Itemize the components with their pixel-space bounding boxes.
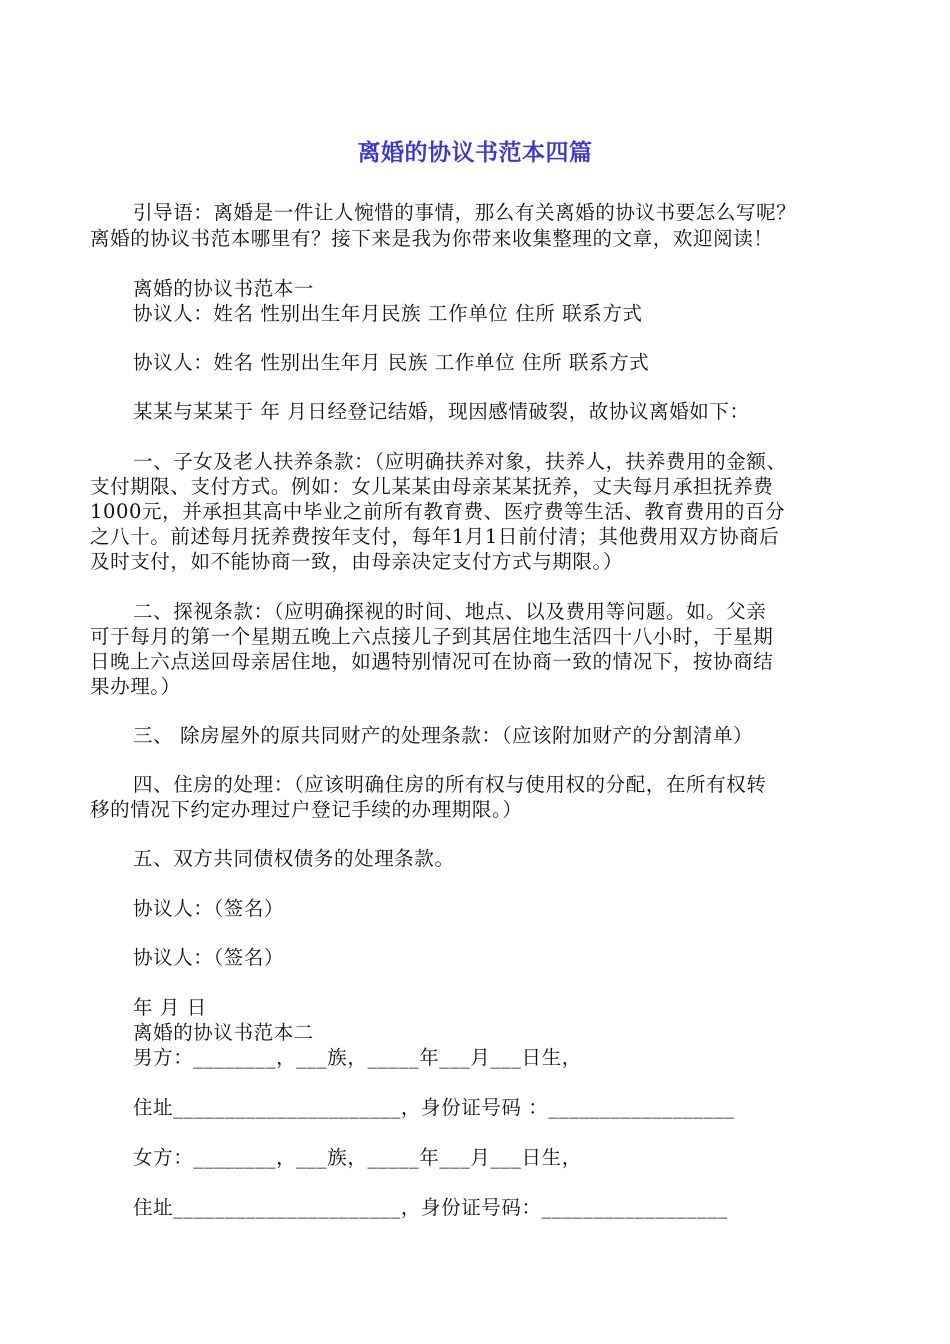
clause-3-line-1: 三、 除房屋外的原共同财产的处理条款：（应该附加财产的分割清单） xyxy=(133,724,754,747)
clause-1-line-3: 1000元，并承担其高中毕业之前所有教育费、医疗费等生活、教育费用的百分 xyxy=(90,500,786,523)
section-heading-1: 离婚的协议书范本一 xyxy=(133,277,314,300)
marriage-statement: 某某与某某于 年 月日经登记结婚，现因感情破裂，故协议离婚如下： xyxy=(133,400,750,423)
clause-1-line-4: 之八十。前述每月抚养费按年支付，每年1月1日前付清；其他费用双方协商后 xyxy=(90,525,780,548)
document-title: 离婚的协议书范本四篇 xyxy=(357,140,593,166)
male-party-line: 男方：________，___族，_____年___月___日生， xyxy=(133,1046,582,1069)
clause-1-line-2: 支付期限、支付方式。例如：女儿某某由母亲某某抚养，丈夫每月承担抚养费 xyxy=(90,475,774,498)
signature-line-2: 协议人：（签名） xyxy=(133,946,285,969)
intro-line-2: 离婚的协议书范本哪里有？接下来是我为你带来收集整理的文章，欢迎阅读！ xyxy=(90,227,774,250)
clause-4-line-2: 移的情况下约定办理过户登记手续的办理期限。） xyxy=(90,798,523,821)
clause-2-line-4: 果办理。） xyxy=(90,675,181,698)
clause-1-line-1: 一、子女及老人扶养条款：（应明确扶养对象，扶养人，扶养费用的金额、 xyxy=(133,450,787,473)
intro-line-1: 引导语：离婚是一件让人惋惜的事情，那么有关离婚的协议书要怎么写呢？ xyxy=(133,201,797,224)
clause-5-line-1: 五、双方共同债权债务的处理条款。 xyxy=(133,847,455,870)
clause-2-line-1: 二、探视条款：（应明确探视的时间、地点、以及费用等问题。如。父亲 xyxy=(133,600,767,623)
clause-1-line-5: 及时支付，如不能协商一致，由母亲决定支付方式与期限。） xyxy=(90,550,623,573)
date-line: 年 月 日 xyxy=(133,996,207,1019)
female-address-line: 住址______________________，身份证号码：__________________ xyxy=(133,1196,728,1219)
section-heading-2: 离婚的协议书范本二 xyxy=(133,1021,314,1044)
clause-2-line-3: 日晚上六点送回母亲居住地，如遇特别情况可在协商一致的情况下，按协商结 xyxy=(90,650,774,673)
clause-2-line-2: 可于每月的第一个星期五晚上六点接儿子到其居住地生活四十八小时，于星期 xyxy=(90,625,774,648)
signature-line-1: 协议人：（签名） xyxy=(133,897,285,920)
female-party-line: 女方：________，___族，_____年___月___日生， xyxy=(133,1146,582,1169)
party-line-2: 协议人：姓名 性别出生年月 民族 工作单位 住所 联系方式 xyxy=(133,351,650,374)
party-line-1: 协议人：姓名 性别出生年月民族 工作单位 住所 联系方式 xyxy=(133,302,643,325)
male-address-line: 住址______________________，身份证号码 ：__________________ xyxy=(133,1096,735,1119)
clause-4-line-1: 四、住房的处理：（应该明确住房的所有权与使用权的分配，在所有权转 xyxy=(133,773,767,796)
